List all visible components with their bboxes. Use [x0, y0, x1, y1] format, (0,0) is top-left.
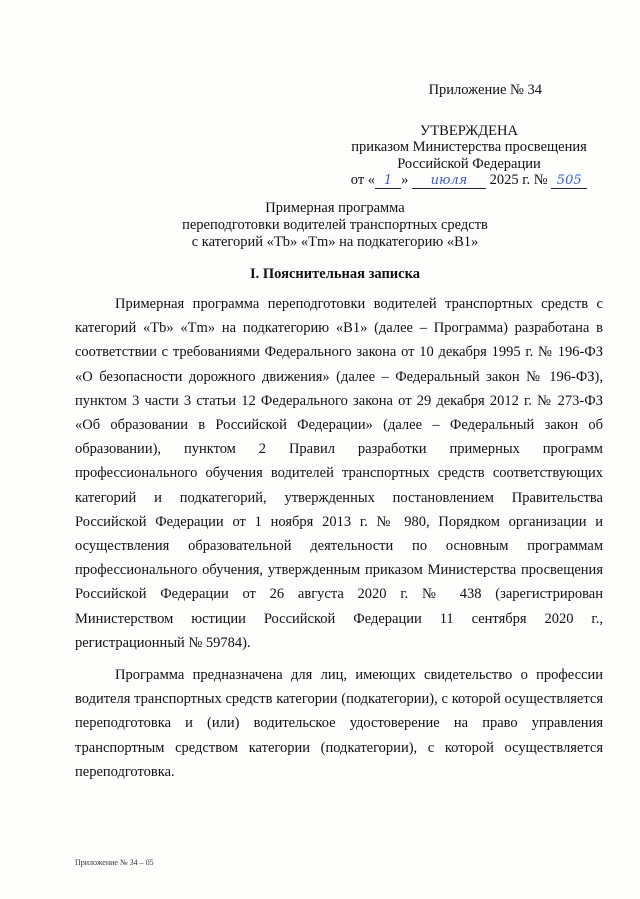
handwritten-month: июля [430, 173, 468, 189]
handwritten-month-field [412, 173, 486, 189]
order-date-line [336, 172, 602, 189]
section-heading: I. Пояснительная записка [250, 266, 420, 282]
handwritten-number-field [551, 173, 587, 189]
document-title [70, 200, 600, 251]
handwritten-day: 1 [383, 173, 393, 189]
year-number-text: 2025 г. № [489, 172, 548, 189]
document-body [75, 292, 603, 792]
federation-line: Российской Федерации [397, 155, 541, 172]
date-prefix: от « [350, 172, 376, 189]
date-mid: » [401, 172, 409, 189]
approved-stamp-text: УТВЕРЖДЕНА [420, 122, 518, 139]
paragraph-2: Программа предназначена для лиц, имеющих свидетельство о профессии водителя транспортных средств категории (подкатегории), с которой осуществляется переподготовка и (или) водительское удостоверение на право управления транспортным средством категории (подкатегории), с которой осуществляется переподготовка. [75, 667, 603, 780]
paragraph-1: Примерная программа переподготовки водителей транспортных средств с категорий «Tb» «Tm» на подкатегорию «B1» (далее – Программа) разработана в соответствии с требованиями Федерального закона от 10 декабря 1995 г. № 196-ФЗ «О безопасности дорожного движения» (далее – Федеральный закон № 196-ФЗ), пунктом 3 части 3 статьи 12 Федерального закона от 29 декабря 2012 г. № 273-ФЗ «Об образовании в Российской Федерации» (далее – Федеральный закон об образовании), пунктом 2 Правил разработки примерных программ профессионального обучения водителей транспортных средств соответствующих категорий и подкатегорий, утвержденных постановлением Правительства Российской Федерации от 1 ноября 2013 г. № 980, Порядком организации и осуществления образовательной деятельности по основным программам профессионального обучения, утвержденным приказом Министерства просвещения Российской Федерации от 26 августа 2020 г. № 438 (зарегистрирован Министерством юстиции Российской Федерации 11 сентября 2020 г., регистрационный № 59784). [75, 296, 603, 651]
handwritten-day-field [375, 173, 401, 189]
annex-number: Приложение № 34 [428, 82, 542, 98]
approval-block [336, 82, 602, 189]
title-line-1: Примерная программа [265, 200, 405, 216]
order-line: приказом Министерства просвещения [351, 139, 587, 156]
title-line-2: переподготовки водителей транспортных средств [182, 217, 488, 233]
page-footer: Приложение № 34 – 05 [75, 858, 154, 867]
title-line-3: с категорий «Tb» «Tm» на подкатегорию «B1» [191, 234, 479, 250]
handwritten-number: 505 [556, 173, 582, 189]
